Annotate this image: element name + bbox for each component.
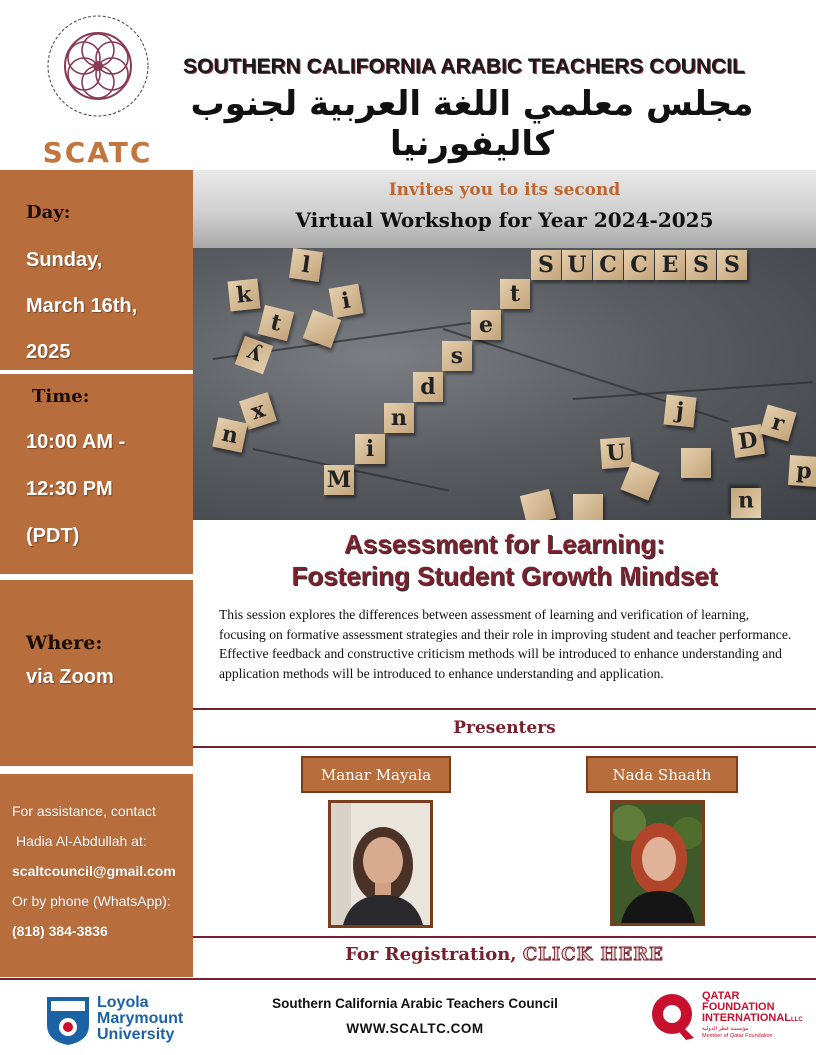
letter-tile: S [717, 250, 747, 280]
lmu-shield-icon [45, 995, 91, 1047]
org-title-arabic: مجلس معلمي اللغة العربية لجنوب كاليفورنيا [190, 84, 754, 164]
rosette-seal-icon [44, 12, 152, 120]
where-value: via Zoom [26, 666, 114, 688]
day-date: March 16th, [26, 295, 138, 317]
letter-tile: i [355, 434, 385, 464]
letter-tile: k [228, 279, 261, 312]
session-title [193, 528, 816, 592]
qfi-member: Member of Qatar Foundation [702, 1033, 773, 1039]
qfi-arabic: مؤسسة قطر الدولية [702, 1026, 749, 1032]
letter-tile: l [289, 248, 323, 282]
letter-tile: x [239, 392, 277, 430]
contact-email-link[interactable]: scaltcouncil@gmail.com [12, 863, 176, 879]
qfi-line-3 [702, 1013, 803, 1026]
portrait-person-icon [331, 803, 430, 925]
footer-website-link[interactable]: WWW.SCALTC.COM [346, 1021, 484, 1036]
where-label: Where: [26, 632, 103, 654]
letter-tile: E [655, 250, 685, 280]
qfi-line-1: QATAR [702, 990, 740, 1002]
presenter-photo-2 [610, 800, 705, 926]
day-weekday: Sunday, [26, 249, 103, 271]
day-panel [0, 170, 193, 370]
letter-tile: y [235, 336, 273, 374]
letter-tile: n [384, 403, 414, 433]
contact-intro: For assistance, contact [12, 803, 156, 819]
letter-tile: d [413, 372, 443, 402]
letter-tile: n [212, 417, 248, 453]
qatar-foundation-logo [650, 988, 810, 1048]
blank-tile [681, 448, 711, 478]
lmu-line-2: Marymount [97, 1010, 184, 1027]
letter-tile: U [562, 250, 592, 280]
letter-tile: M [324, 465, 354, 495]
contact-phone-intro: Or by phone (WhatsApp): [12, 893, 171, 909]
time-panel [0, 374, 193, 574]
qfi-suffix: LLC [791, 1017, 803, 1023]
lmu-logo [45, 993, 215, 1047]
letter-tile: r [759, 404, 796, 441]
qfi-line-3-text: INTERNATIONAL [702, 1012, 792, 1024]
mindset-letter-tiles-photo [193, 248, 816, 520]
portrait-person-icon [613, 803, 702, 923]
session-description: This session explores the differences between assessment of learning and verification of learning, focusing on formative assessment strategies and their role in improving student and teacher performance. Effective feedback and constructive criticism methods will be introduced to enhance understanding and application methods will be introduced to enhance understanding and application. [219, 607, 792, 681]
footer-org-name: Southern California Arabic Teachers Council [272, 996, 558, 1011]
letter-tile: j [664, 395, 697, 428]
time-zone: (PDT) [26, 525, 80, 547]
time-end: 12:30 PM [26, 478, 113, 500]
letter-tile: p [788, 455, 816, 487]
session-title-line2: Fostering Student Growth Mindset [291, 561, 718, 591]
qfi-line-2: FOUNDATION [702, 1001, 775, 1013]
org-title-english: SOUTHERN CALIFORNIA ARABIC TEACHERS COUNCIL [183, 55, 745, 78]
presenter-photo-1 [328, 800, 433, 928]
contact-panel [0, 774, 193, 977]
letter-tile: D [731, 424, 765, 458]
letter-tile: e [471, 310, 501, 340]
divider [193, 708, 816, 710]
contact-person: Hadia Al-Abdullah at: [16, 833, 147, 849]
qfi-q-icon [650, 992, 698, 1042]
workshop-title: Virtual Workshop for Year 2024-2025 [295, 208, 714, 232]
presenter-name-1: Manar Mayala [301, 756, 451, 793]
day-year: 2025 [26, 341, 71, 363]
lmu-line-1: Loyola [97, 994, 149, 1011]
scatc-logo [30, 8, 165, 168]
registration-prefix: For Registration, [345, 944, 517, 965]
letter-tile: t [500, 279, 530, 309]
letter-tile: S [686, 250, 716, 280]
presenters-heading: Presenters [453, 718, 556, 738]
letter-tile: t [258, 305, 294, 341]
footer-org-block [220, 996, 610, 1036]
qfi-subtext [702, 1026, 773, 1040]
letter-tile: C [593, 250, 623, 280]
contact-phone[interactable]: (818) 384-3836 [12, 923, 108, 939]
day-label: Day: [26, 202, 71, 223]
divider [193, 936, 816, 938]
letter-tile: u [731, 488, 761, 518]
blank-tile [573, 494, 603, 520]
blank-tile [620, 461, 659, 500]
footer-divider [0, 978, 816, 980]
lmu-line-3: University [97, 1026, 175, 1043]
registration-click-here-link[interactable]: CLICK HERE [522, 944, 664, 965]
session-title-line1: Assessment for Learning: [344, 529, 665, 559]
letter-tile: i [329, 284, 364, 319]
letter-tile: s [442, 341, 472, 371]
lmu-wordmark [97, 995, 183, 1043]
logo-wordmark: SCATC [42, 136, 153, 169]
invite-banner [193, 170, 816, 248]
qfi-wordmark [702, 991, 803, 1026]
letter-tile: U [600, 437, 632, 469]
time-label: Time: [32, 386, 90, 407]
registration-line [193, 944, 816, 965]
letter-tile: S [531, 250, 561, 280]
presenter-name-2: Nada Shaath [586, 756, 738, 793]
invite-text: Invites you to its second [388, 180, 621, 200]
where-panel [0, 580, 193, 766]
blank-tile [520, 489, 556, 520]
divider [193, 746, 816, 748]
letter-tile: C [624, 250, 654, 280]
time-start: 10:00 AM - [26, 431, 126, 453]
